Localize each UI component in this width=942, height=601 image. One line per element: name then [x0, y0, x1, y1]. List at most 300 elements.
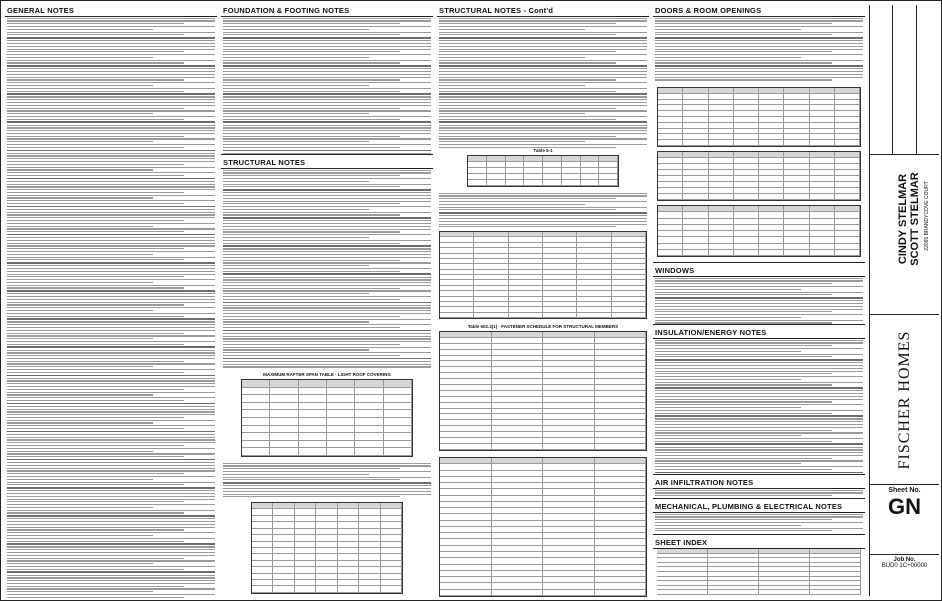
- table-cell: [440, 444, 492, 449]
- client-address: 22065 BRANDYCOVE COURT: [924, 181, 930, 251]
- table-cell: [612, 243, 646, 247]
- table-cell: [810, 129, 835, 134]
- fine-print-line: [7, 223, 215, 224]
- fine-print-line: [223, 43, 431, 44]
- table-cell: [384, 448, 412, 455]
- table-cell: [543, 489, 595, 494]
- fine-print-line: [439, 96, 647, 97]
- table-cell: [708, 567, 759, 571]
- fine-print-line: [7, 330, 215, 331]
- table-cell: [543, 471, 595, 476]
- fine-print-line: [7, 268, 215, 269]
- table-cell: [252, 580, 273, 585]
- table-cell: [273, 554, 294, 559]
- fine-print-line: [7, 597, 184, 598]
- fine-print-line: [7, 352, 215, 353]
- table-cell: [295, 561, 316, 566]
- fine-print-line: [223, 189, 431, 191]
- table-cell: [595, 332, 647, 337]
- table-cell: [381, 535, 402, 540]
- table-cell: [273, 574, 294, 579]
- fine-print-line: [223, 273, 431, 275]
- table-row: [468, 180, 618, 186]
- fine-print-line: [7, 451, 153, 452]
- fine-print-line: [7, 327, 215, 328]
- fine-print-line: [439, 207, 647, 208]
- table-cell: [810, 231, 835, 236]
- fine-print-line: [7, 254, 153, 255]
- fine-print-line: [223, 465, 431, 466]
- fine-print-line: [7, 71, 215, 72]
- fine-print-line: [7, 555, 215, 556]
- fine-print-line: [655, 340, 863, 341]
- fine-print-line: [7, 161, 215, 162]
- table-cell: [355, 433, 383, 440]
- table-cell: [759, 554, 810, 558]
- fine-print-line: [655, 354, 863, 355]
- table-cell: [273, 509, 294, 514]
- table-cell: [759, 231, 784, 236]
- table-cell: [440, 438, 492, 443]
- table-cell: [835, 219, 860, 224]
- table-cell: [492, 420, 544, 425]
- table-cell: [543, 409, 595, 414]
- table-cell: [709, 134, 734, 139]
- table-cell: [577, 243, 611, 247]
- table-cell: [734, 188, 759, 193]
- fine-print-line: [7, 397, 215, 398]
- fine-print-line: [439, 54, 647, 55]
- table-row: [242, 395, 412, 403]
- table-cell: [252, 561, 273, 566]
- table-cell: [658, 188, 683, 193]
- table-cell: [273, 522, 294, 527]
- fine-print-line: [223, 85, 369, 86]
- table-cell: [252, 503, 273, 508]
- fine-print-line: [7, 583, 215, 584]
- fine-print-line: [223, 327, 400, 328]
- fine-print-line: [7, 335, 215, 336]
- fine-print-line: [439, 105, 647, 106]
- table-cell: [612, 275, 646, 279]
- table-cell: [709, 94, 734, 99]
- fine-print-line: [439, 130, 647, 131]
- fine-print-line: [655, 40, 863, 41]
- table-cell: [810, 212, 835, 217]
- fine-print-line: [439, 68, 647, 69]
- table-cell: [492, 539, 544, 544]
- fine-print-line: [223, 108, 400, 109]
- table-cell: [543, 539, 595, 544]
- table-cell: [835, 129, 860, 134]
- fine-print-line: [655, 371, 863, 372]
- table-cell: [810, 152, 835, 157]
- table-cell: [734, 164, 759, 169]
- table-cell: [835, 88, 860, 93]
- table-cell: [273, 586, 294, 591]
- fine-print-line: [7, 251, 215, 252]
- table-cell: [759, 170, 784, 175]
- fine-print-line: [7, 558, 184, 559]
- fine-print-line: [223, 34, 400, 35]
- table-cell: [381, 529, 402, 534]
- table-cell: [784, 170, 809, 175]
- table-cell: [835, 94, 860, 99]
- table-cell: [759, 164, 784, 169]
- fine-print-line: [7, 304, 184, 305]
- table-cell: [492, 344, 544, 349]
- table-cell: [595, 483, 647, 488]
- table-cell: [440, 275, 474, 279]
- table-cell: [595, 338, 647, 343]
- table-cell: [543, 350, 595, 355]
- fine-print-line: [223, 102, 431, 103]
- fine-print-line: [439, 46, 647, 47]
- table-cell: [338, 567, 359, 572]
- table-cell: [492, 546, 544, 551]
- table-row: [657, 590, 861, 595]
- table-cell: [440, 558, 492, 563]
- table-cell: [759, 212, 784, 217]
- fine-print-line: [655, 399, 863, 400]
- fine-print-line: [223, 358, 431, 360]
- fine-print-line: [655, 393, 863, 394]
- table-cell: [709, 123, 734, 128]
- table-cell: [595, 426, 647, 431]
- fine-print-line: [223, 46, 431, 47]
- fine-print-line: [7, 468, 215, 469]
- table-cell: [492, 508, 544, 513]
- fine-print-line: [7, 245, 215, 246]
- table-cell: [683, 158, 708, 163]
- fine-print-line: [223, 113, 369, 114]
- table-cell: [299, 403, 327, 410]
- table-cell: [440, 483, 492, 488]
- table-cell: [524, 162, 543, 167]
- table-cell: [440, 539, 492, 544]
- rafter-span-table-title: MAXIMUM RAFTER SPAN TABLE - LIGHT ROOF COVERING: [263, 372, 391, 377]
- fine-print-line: [655, 26, 863, 27]
- table-cell: [612, 264, 646, 268]
- fine-print-line: [655, 49, 863, 50]
- table-cell: [810, 117, 835, 122]
- fine-print-line: [7, 40, 215, 41]
- fine-print-line: [439, 37, 647, 39]
- general-notes-column: [5, 5, 217, 596]
- table-cell: [657, 572, 708, 576]
- fine-print-line: [7, 74, 215, 75]
- fine-print-line: [655, 455, 863, 456]
- fine-print-line: [7, 313, 215, 314]
- fastener-table: [439, 331, 647, 451]
- table-cell: [595, 577, 647, 582]
- fine-print-line: [655, 303, 863, 304]
- table-cell: [612, 286, 646, 290]
- table-cell: [577, 297, 611, 301]
- fine-print-line: [7, 499, 215, 500]
- fine-print-line: [223, 82, 431, 83]
- table-cell: [543, 379, 595, 384]
- table-cell: [595, 533, 647, 538]
- table-cell: [683, 123, 708, 128]
- table-cell: [759, 206, 784, 211]
- fine-print-line: [223, 96, 431, 97]
- table-cell: [543, 514, 595, 519]
- client-name-1: CINDY STELMAR: [897, 173, 909, 265]
- table-cell: [316, 516, 337, 521]
- fine-print-line: [223, 344, 400, 345]
- fine-print-line: [223, 474, 369, 475]
- table-cell: [299, 410, 327, 417]
- fine-print-line: [439, 18, 647, 19]
- table-cell: [835, 176, 860, 181]
- table-cell: [359, 503, 380, 508]
- fine-print-line: [223, 133, 431, 134]
- fine-print-line: [7, 203, 184, 204]
- fine-print-line: [223, 23, 400, 24]
- table-cell: [509, 270, 543, 274]
- fine-print-line: [655, 472, 863, 474]
- table-cell: [524, 168, 543, 173]
- table-cell: [338, 542, 359, 547]
- fine-print-line: [223, 54, 431, 55]
- fine-print-line: [223, 29, 369, 30]
- table-cell: [658, 123, 683, 128]
- fine-print-line: [7, 496, 215, 497]
- fine-print-line: [7, 189, 215, 190]
- fine-print-line: [223, 206, 431, 207]
- table-cell: [440, 379, 492, 384]
- fine-print-line: [655, 20, 863, 21]
- table-cell: [474, 302, 508, 306]
- table-cell: [543, 156, 562, 161]
- table-cell: [759, 581, 810, 585]
- table-cell: [577, 275, 611, 279]
- table-cell: [440, 414, 492, 419]
- table-cell: [252, 542, 273, 547]
- fine-print-line: [223, 347, 431, 348]
- mep-body: [655, 512, 863, 534]
- fine-print-line: [439, 102, 647, 103]
- fine-print-line: [655, 65, 863, 67]
- fine-print-line: [439, 201, 647, 202]
- table-cell: [242, 441, 270, 448]
- table-cell: [316, 567, 337, 572]
- table-cell: [612, 270, 646, 274]
- fine-print-line: [7, 243, 215, 244]
- table-cell: [709, 237, 734, 242]
- table-cell: [295, 535, 316, 540]
- door-table-3: [657, 205, 861, 257]
- table-cell: [242, 418, 270, 425]
- table-cell: [562, 168, 581, 173]
- fine-print-line: [223, 265, 369, 266]
- table-cell: [709, 206, 734, 211]
- fine-print-line: [223, 172, 431, 173]
- table-cell: [683, 237, 708, 242]
- fine-print-line: [655, 435, 801, 436]
- table-cell: [734, 176, 759, 181]
- table-cell: [543, 356, 595, 361]
- table-cell: [474, 243, 508, 247]
- table-cell: [299, 433, 327, 440]
- fine-print-line: [223, 170, 431, 171]
- fine-print-line: [223, 198, 431, 199]
- table-cell: [273, 516, 294, 521]
- fine-print-line: [439, 204, 585, 205]
- fine-print-line: [7, 378, 215, 379]
- table-cell: [759, 123, 784, 128]
- table-cell: [810, 577, 861, 581]
- table-cell: [657, 549, 708, 553]
- table-cell: [492, 577, 544, 582]
- table-cell: [709, 225, 734, 230]
- fine-print-line: [7, 470, 215, 471]
- fine-print-line: [655, 390, 863, 391]
- table-cell: [734, 225, 759, 230]
- table-cell: [835, 244, 860, 249]
- fine-print-line: [223, 212, 431, 213]
- fine-print-line: [223, 463, 431, 464]
- table-cell: [612, 232, 646, 236]
- table-cell: [440, 332, 492, 337]
- fine-print-line: [439, 133, 647, 134]
- fine-print-line: [223, 40, 431, 41]
- table-cell: [709, 111, 734, 116]
- table-cell: [384, 433, 412, 440]
- table-cell: [658, 140, 683, 145]
- fine-print-line: [7, 380, 215, 381]
- fine-print-line: [223, 485, 431, 486]
- table-cell: [487, 180, 506, 185]
- table-cell: [273, 535, 294, 540]
- table-cell: [810, 176, 835, 181]
- table-cell: [355, 441, 383, 448]
- table-cell: [784, 158, 809, 163]
- fine-print-line: [7, 428, 184, 429]
- table-cell: [734, 182, 759, 187]
- table-row: [440, 590, 646, 596]
- fine-print-line: [7, 18, 215, 19]
- fine-print-line: [655, 60, 863, 61]
- fine-print-line: [439, 198, 616, 199]
- fine-print-line: [7, 226, 153, 227]
- fine-print-line: [655, 309, 863, 310]
- fine-print-line: [7, 259, 184, 260]
- fine-print-line: [7, 439, 215, 440]
- table-cell: [338, 574, 359, 579]
- brand-block: [870, 315, 939, 485]
- fine-print-line: [7, 282, 153, 283]
- fine-print-line: [655, 396, 863, 397]
- fine-print-line: [7, 60, 215, 61]
- table-cell: [316, 574, 337, 579]
- table-cell: [543, 508, 595, 513]
- table-cell: [543, 180, 562, 185]
- table-cell: [506, 180, 525, 185]
- fine-print-line: [223, 77, 431, 78]
- fine-print-line: [7, 346, 215, 348]
- fine-print-line: [7, 212, 215, 213]
- fine-print-line: [439, 99, 647, 100]
- fine-print-line: [655, 34, 832, 35]
- table-cell: [327, 418, 355, 425]
- table-cell: [474, 270, 508, 274]
- table-cell: [440, 533, 492, 538]
- fine-print-line: [223, 116, 431, 117]
- fine-print-line: [223, 127, 431, 128]
- table-row: [440, 313, 646, 318]
- table-cell: [381, 503, 402, 508]
- table-cell: [338, 561, 359, 566]
- table-cell: [316, 548, 337, 553]
- fine-print-line: [655, 463, 801, 464]
- fine-print-line: [7, 549, 215, 550]
- fine-print-line: [7, 307, 215, 308]
- table-cell: [759, 152, 784, 157]
- table-cell: [784, 212, 809, 217]
- fine-print-line: [655, 362, 863, 363]
- table-cell: [759, 225, 784, 230]
- table-cell: [440, 373, 492, 378]
- fine-print-line: [7, 197, 153, 198]
- fine-print-line: [7, 231, 184, 232]
- table-cell: [708, 572, 759, 576]
- fine-print-line: [655, 452, 863, 453]
- table-cell: [338, 529, 359, 534]
- table-cell: [252, 586, 273, 591]
- table-cell: [577, 254, 611, 258]
- fine-print-line: [439, 34, 616, 35]
- fine-print-line: [223, 494, 431, 495]
- fine-print-line: [7, 510, 215, 511]
- table-cell: [595, 409, 647, 414]
- table-cell: [658, 134, 683, 139]
- fine-print-line: [7, 487, 215, 489]
- table-cell: [657, 558, 708, 562]
- table-cell: [270, 418, 298, 425]
- fine-print-line: [223, 341, 431, 342]
- fine-print-line: [655, 495, 832, 496]
- fine-print-line: [223, 282, 431, 283]
- fine-print-line: [223, 192, 431, 193]
- fine-print-line: [439, 77, 647, 78]
- table-cell: [440, 426, 492, 431]
- fine-print-line: [7, 321, 215, 322]
- table-cell: [658, 105, 683, 110]
- fine-print-line: [7, 175, 184, 176]
- table-cell: [810, 237, 835, 242]
- fine-print-line: [7, 68, 215, 69]
- table-cell: [316, 509, 337, 514]
- table-cell: [595, 344, 647, 349]
- table-cell: [577, 302, 611, 306]
- table-cell: [657, 577, 708, 581]
- fine-print-line: [7, 350, 215, 351]
- table-cell: [683, 100, 708, 105]
- table-cell: [577, 232, 611, 236]
- table-cell: [784, 88, 809, 93]
- fine-print-line: [655, 289, 801, 290]
- table-cell: [492, 458, 544, 463]
- table-cell: [657, 590, 708, 594]
- table-cell: [835, 134, 860, 139]
- table-cell: [658, 250, 683, 255]
- table-cell: [734, 88, 759, 93]
- fine-print-line: [7, 431, 215, 433]
- fine-print-line: [223, 296, 431, 297]
- fine-print-line: [439, 224, 647, 225]
